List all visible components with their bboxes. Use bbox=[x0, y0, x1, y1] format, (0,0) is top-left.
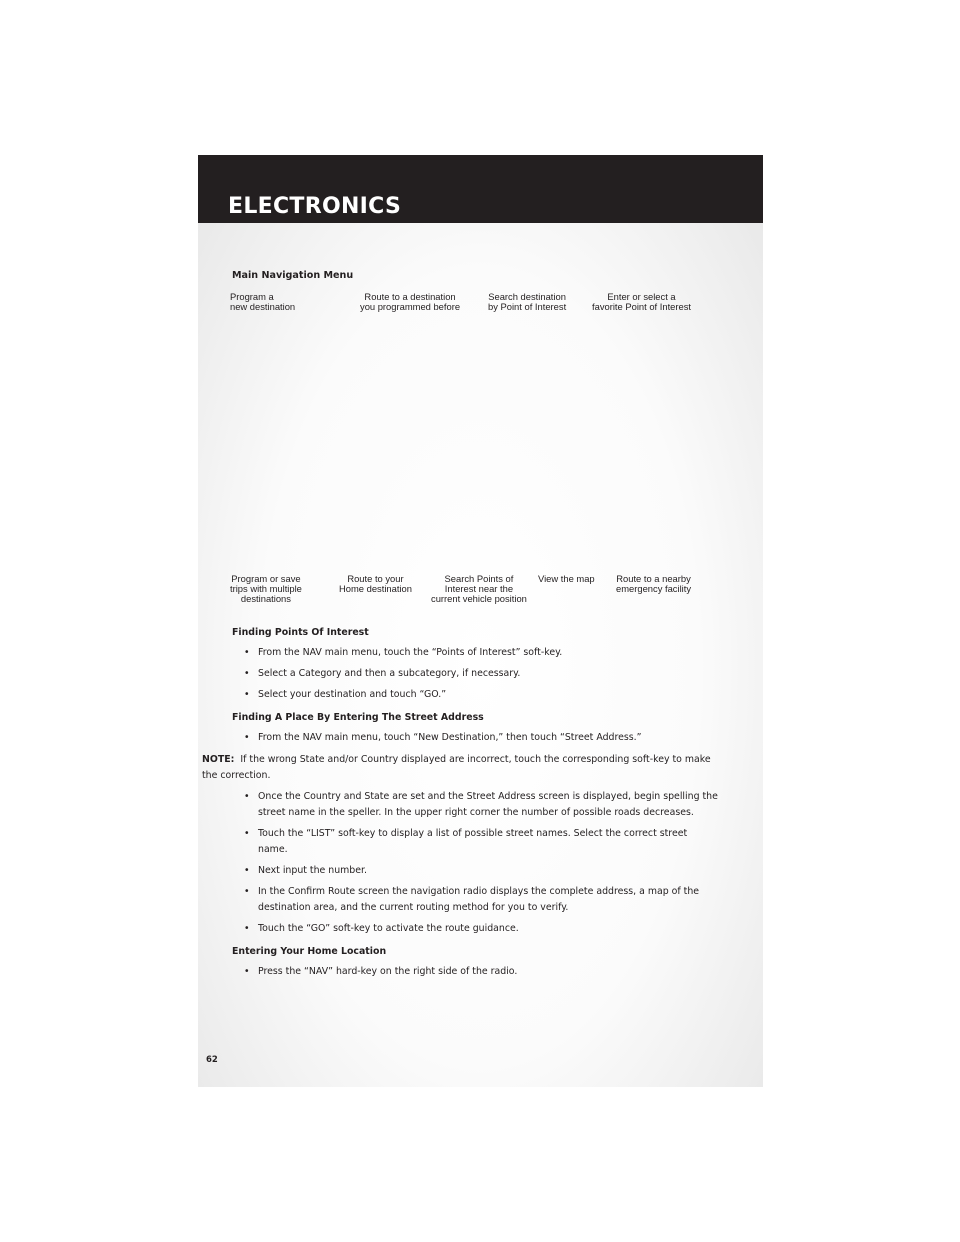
note-text: If the wrong State and/or Country displayed are incorrect, touch the corresponding soft-key to make the correction. bbox=[202, 754, 711, 781]
list-item: • Touch the “LIST” soft-key to display a list of possible street names. Select the correct street name. bbox=[198, 826, 763, 858]
callout-new-destination: Program a new destination bbox=[230, 291, 296, 312]
section-title: ELECTRONICS bbox=[228, 194, 402, 219]
callout-view-map: View the map bbox=[538, 573, 595, 584]
list-item: • Press the “NAV” hard-key on the right side of the radio. bbox=[198, 964, 763, 980]
list-item: • Once the Country and State are set and the Street Address screen is displayed, begin spelling the street name in the speller. In the upper right corner the number of possible roads decreases. bbox=[198, 789, 763, 821]
list-item: • Select your destination and touch “GO.” bbox=[198, 687, 763, 703]
callout-previous-destination: Route to a destination you programmed before bbox=[360, 291, 461, 312]
note-paragraph bbox=[198, 752, 763, 784]
list-item: • In the Confirm Route screen the navigation radio displays the complete address, a map of the destination area, and the current routing method for you to verify. bbox=[198, 884, 763, 916]
heading-street-address: Finding A Place By Entering The Street Address bbox=[232, 712, 484, 723]
note-label: NOTE: bbox=[202, 754, 235, 765]
list-item: • From the NAV main menu, touch the “Points of Interest” soft-key. bbox=[198, 645, 763, 661]
callout-poi-search: Search destination by Point of Interest bbox=[488, 291, 567, 312]
heading-home-location: Entering Your Home Location bbox=[232, 946, 387, 957]
callout-emergency-facility: Route to a nearby emergency facility bbox=[616, 573, 692, 594]
manual-page bbox=[198, 155, 763, 1087]
section-header-bar bbox=[198, 155, 763, 223]
list-item: • Touch the “GO” soft-key to activate the route guidance. bbox=[198, 921, 763, 937]
figure-caption: Main Navigation Menu bbox=[232, 270, 354, 281]
page-number: 62 bbox=[206, 1055, 218, 1065]
list-item: • Select a Category and then a subcategory, if necessary. bbox=[198, 666, 763, 682]
callout-home-destination: Route to your Home destination bbox=[339, 573, 412, 594]
callout-favorite-poi: Enter or select a favorite Point of Interest bbox=[592, 291, 692, 312]
instructions-body bbox=[198, 625, 763, 985]
list-item: • Next input the number. bbox=[198, 863, 763, 879]
list-item: • From the NAV main menu, touch “New Destination,” then touch “Street Address.” bbox=[198, 730, 763, 746]
callout-nearby-poi: Search Points of Interest near the current vehicle position bbox=[431, 573, 527, 604]
callout-multi-destination-trips: Program or save trips with multiple destinations bbox=[230, 573, 302, 604]
heading-finding-poi: Finding Points Of Interest bbox=[232, 627, 369, 638]
